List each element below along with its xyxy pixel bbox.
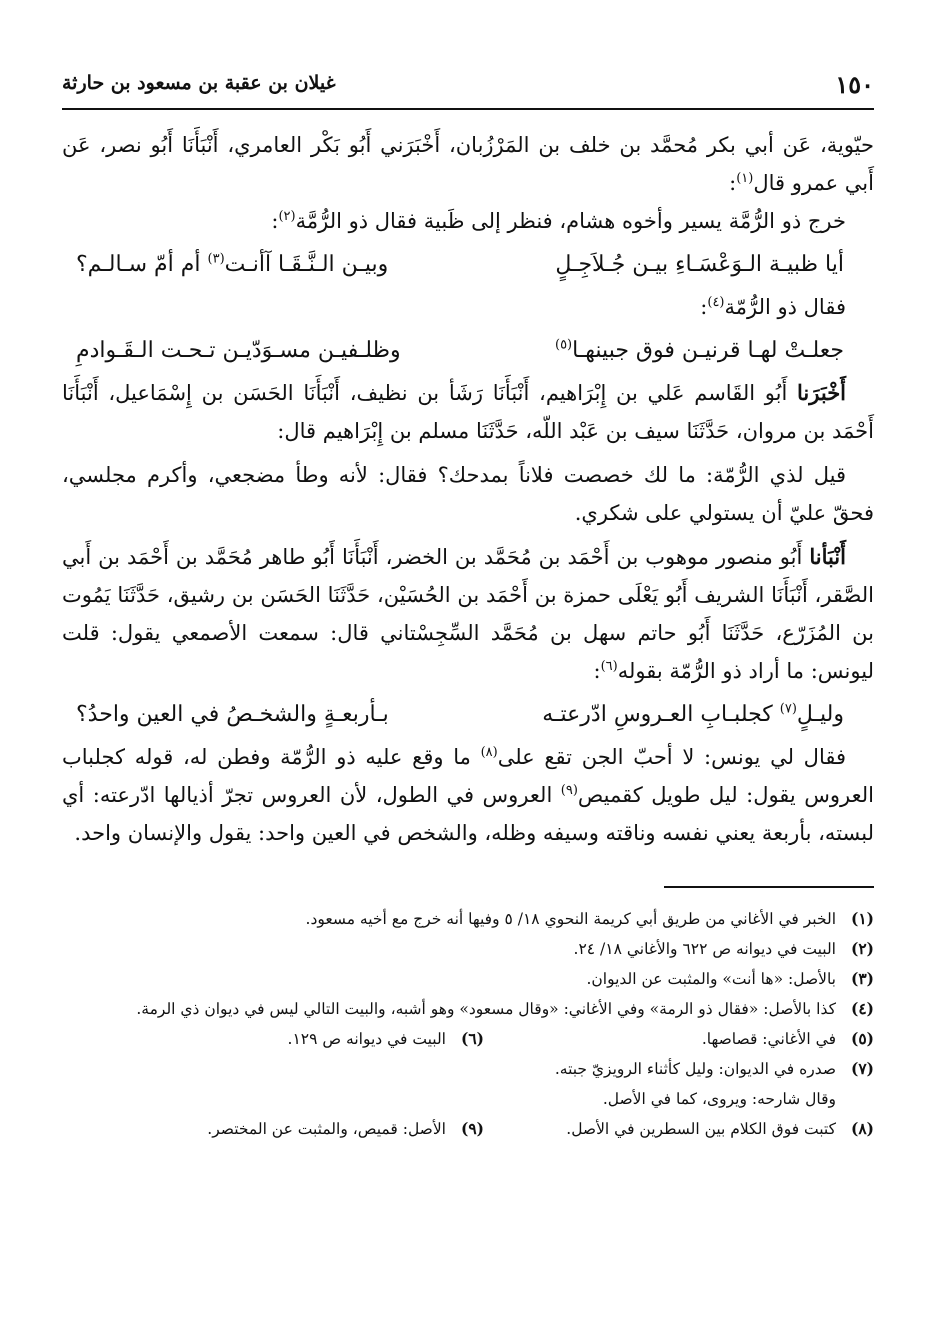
footnote-ref: (٨) (480, 745, 498, 760)
paragraph: فقال ذو الرُّمّة$^{(٤)}$: (700, 295, 846, 319)
paragraph: خرج ذو الرُّمَّة يسير وأخوه هشام، فنظر إلى ظَبية فقال ذو الرُّمَّة$^{(٢)}$: (271, 209, 846, 233)
running-title: غيلان بن عقبة بن مسعود بن حارثة (62, 72, 336, 94)
paragraph: قيل لذي الرُّمّة: ما لك خصصت فلاناً بمدحك؟ فقال: لأنه وطأ مضجعي، وأكرم مجلسي، فحقّ عليّ أن يستولي على شكري. (62, 463, 874, 525)
footnote-ref: (٥) (554, 337, 573, 353)
verse-hemistich: أيا ظبيـة الـوَعْسَـاءِ بيـن جُـلاَجِـلٍ (555, 252, 844, 277)
verse-hemistich: وبيـن الـنَّـقَـا آأنـت$^{(٣)}$ أم أمّ سـالـم؟ (76, 251, 389, 277)
footnotes (62, 904, 874, 1144)
verse-hemistich: وليـلٍ$^{(٧)}$ كجلبـابِ العـروسِ ادّرعتـه (542, 701, 844, 727)
footnote: (٥) في الأغاني: قصاصها. (701, 1029, 874, 1048)
footnote-ref: (٣) (207, 251, 225, 267)
header-rule (62, 108, 874, 110)
footnote-ref: (٧) (779, 701, 797, 717)
verse-line (62, 246, 874, 284)
footnote-row (62, 1114, 874, 1144)
paragraph: أَنْبَأنا أَبُو منصور موهوب بن أَحْمَد بن مُحَمَّد بن الخضر، أَنْبَأَنَا أَبُو طاهر مُحَمَّد بن أَحْمَد بن أَبي الصَّقر، أَنْبَأَنَا الشريف أَبُو يَعْلَى حمزة بن أَحْمَد بن الحُسَيْن، حَدَّثَنَا الحَسَن بن رشيق، حَدَّثَنَا يَمُوت بن المُزَرّع، حَدَّثَنَا أَبُو حاتم سهل بن مُحَمَّد السِّجِسْتاني قال: سمعت الأصمعي يقول: قلت ليونس: ما أراد ذو الرُّمّة بقوله$^{(٦)}$: (62, 544, 874, 683)
footnote: (٤) كذا بالأصل: «فقال ذو الرمة» وفي الأغاني: «وقال مسعود» وهو أشبه، والبيت التالي ليس في ديوان ذي الرمة. (136, 999, 874, 1018)
footnote: (٨) كتبت فوق الكلام بين السطرين في الأصل. (566, 1119, 874, 1138)
verse-hemistich: جعلـتْ لهـا قرنيـن فوق جبينهـا$^{(٥)}$ (554, 337, 844, 363)
footnote: (٩) الأصل: قميص، والمثبت عن المختصر. (207, 1119, 484, 1138)
paragraph: حيّوية، عَن أبي بكر مُحمَّد بن خلف بن المَرْزُبان، أَخْبَرَني أَبُو بَكْر العامري، أَنْبَأَنَا أَبُو نصر، عَن أَبي عمرو قال$^{(١)}$: (62, 133, 874, 195)
footnote: (٧) صدره في الديوان: وليل كأثناء الرويزيّ جبته. (554, 1059, 874, 1078)
paragraph: فقال لي يونس: لا أحبّ الجن تقع على$^{(٨)}$ ما وقع عليه ذو الرُّمّة وفطن له، قوله كجلباب العروس يقول: ليل طويل كقميص$^{(٩)}$ العروس في الطول، لأن العروس تجرّ أذيالها ادّرعته: أي لبسته، بأربعة يعني نفسه وناقته وسيفه وظله، والشخص في العين واحد: يقول والإنسان واحد. (62, 745, 874, 845)
footnote-ref: (١) (736, 171, 754, 186)
footnote-ref: (٦) (600, 659, 618, 674)
paragraph: أَخْبَرَنا أَبُو القَاسم عَلي بن إِبْرَاهيم، أَنْبَأَنَا رَشَأ بن نظيف، أَنْبَأَنَا الحَسَن بن إِسْمَاعيل، أَنْبَأَنَا أَحْمَد بن مروان، حَدَّثَنَا سيف بن عَبْد اللّه، حَدَّثَنَا مسلم بن إِبْرَاهيم قال: (62, 380, 874, 443)
main-text (62, 126, 874, 852)
verse-hemistich: وظلـفيـن مسـوَدّيـن تـحـت الـقَـوادمِ (76, 338, 401, 363)
isnad-lead: أَخْبَرَنا (797, 380, 847, 405)
footnote-continuation: وقال شارحه: ويروى، كما في الأصل. (602, 1090, 836, 1108)
footnote-separator (62, 886, 874, 888)
book-page (62, 62, 874, 1322)
footnote-row (62, 1024, 874, 1054)
verse-hemistich: بـأربعـةٍ والشخـصُ في العين واحدُ؟ (76, 702, 389, 727)
footnote: (١) الخبر في الأغاني من طريق أبي كريمة النحوي ١٨/ ٥ وفيها أنه خرج مع أخيه مسعود. (305, 909, 874, 928)
isnad-lead: أَنْبَأنا (809, 544, 846, 569)
footnote: (٣) بالأصل: «ها أنت» والمثبت عن الديوان. (586, 969, 874, 988)
footnote-ref: (٢) (278, 209, 296, 224)
footnote-ref: (٤) (707, 295, 725, 310)
verse-line (62, 696, 874, 734)
page-number: ١٥٠ (835, 70, 874, 99)
footnote: (٦) البيت في ديوانه ص ١٢٩. (287, 1029, 484, 1048)
verse-line (62, 332, 874, 370)
page-header (62, 62, 874, 108)
footnote: (٢) البيت في ديوانه ص ٦٢٢ والأغاني ١٨/ ٢٤. (573, 939, 874, 958)
footnote-ref: (٩) (560, 783, 578, 798)
